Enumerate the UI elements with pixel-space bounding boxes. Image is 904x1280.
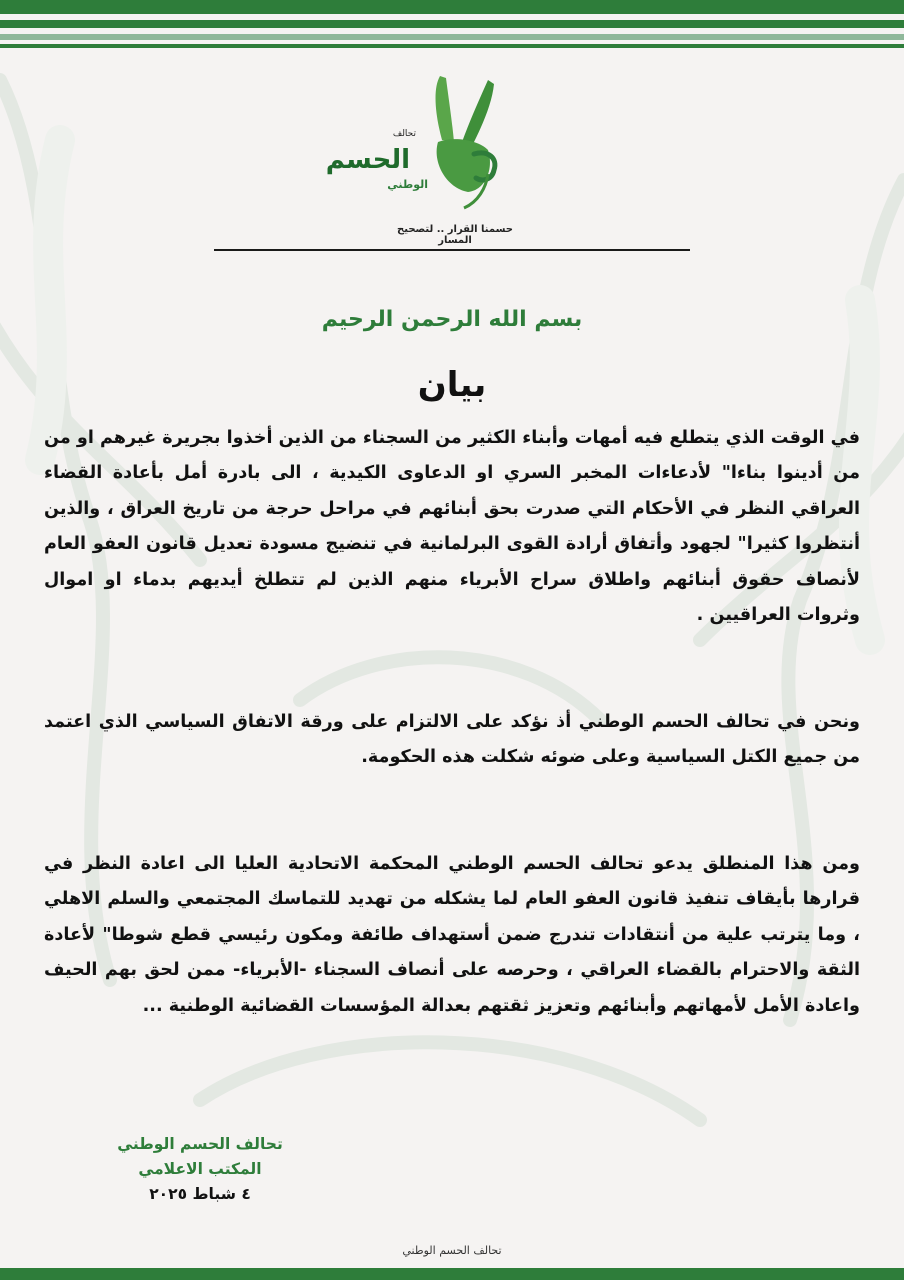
victory-hand-icon bbox=[325, 70, 512, 210]
statement-title: بيان bbox=[417, 365, 487, 405]
top-stripe bbox=[0, 34, 904, 40]
alliance-logo bbox=[325, 70, 512, 210]
top-stripe bbox=[0, 0, 904, 14]
header-divider bbox=[214, 249, 690, 251]
signature-office: المكتب الاعلامي bbox=[138, 1160, 262, 1178]
logo-wordmark-sub: الوطني bbox=[387, 178, 428, 191]
signature-org: تحالف الحسم الوطني bbox=[117, 1135, 283, 1153]
signature-block bbox=[96, 1132, 304, 1207]
footer-text: تحالف الحسم الوطني bbox=[402, 1244, 502, 1257]
signature-date: ٤ شباط ٢٠٢٥ bbox=[149, 1185, 251, 1203]
bottom-stripe bbox=[0, 1268, 904, 1280]
logo-tagline: حسمنا القرار .. لتصحيح المسار bbox=[397, 224, 513, 246]
statement-paragraph: ونحن في تحالف الحسم الوطني أذ نؤكد على الالتزام على ورقة الاتفاق السياسي الذي اعتمد من جميع الكتل السياسية وعلى ضوئه شكلت هذه الحكومة. bbox=[44, 712, 860, 768]
top-stripe bbox=[0, 44, 904, 48]
logo-wordmark-main: الحسم bbox=[325, 145, 410, 175]
logo-wordmark-small: تحالف bbox=[392, 129, 416, 139]
statement-paragraph: ومن هذا المنطلق يدعو تحالف الحسم الوطني المحكمة الاتحادية العليا الى اعادة النظر في قرارها بأيقاف تنفيذ قانون العفو العام لما يشكله من تهديد للتماسك المجتمعي والسلم الاهلي ، وما يترتب علية من أنتقادات تندرج ضمن أستهداف طائفة ومكون رئيسي قطع شوطا" لأعادة الثقة والاحترام بالقضاء العراقي ، وحرصه على أنصاف السجناء -الأبرياء- ممن لحق بهم الحيف واعادة الأمل لأمهاتهم وأبنائهم وتعزيز ثقتهم بعدالة المؤسسات القضائية الوطنية ... bbox=[44, 854, 860, 1016]
top-stripe bbox=[0, 20, 904, 28]
basmala-heading: بسم الله الرحمن الرحيم bbox=[321, 307, 583, 332]
statement-paragraph: في الوقت الذي يتطلع فيه أمهات وأبناء الكثير من السجناء من الذين أخذوا بجريرة غيرهم او من من أدينوا بناءا" لأدعاءات المخبر السري او الدعاوى الكيدية ، الى بادرة أمل بأعادة القضاء العراقي النظر في الأحكام التي صدرت بحق أبنائهم في مراحل حرجة من تاريخ العراق ، والذين أنتظروا كثيرا" لجهود وأتفاق أرادة القوى البرلمانية في تنضيج مسودة تعديل قانون العفو العام لأنصاف حقوق أبنائهم واطلاق سراح الأبرياء منهم الذين لم تتطلخ أيديهم بدماء او اموال وثروات العراقيين . bbox=[44, 428, 860, 626]
